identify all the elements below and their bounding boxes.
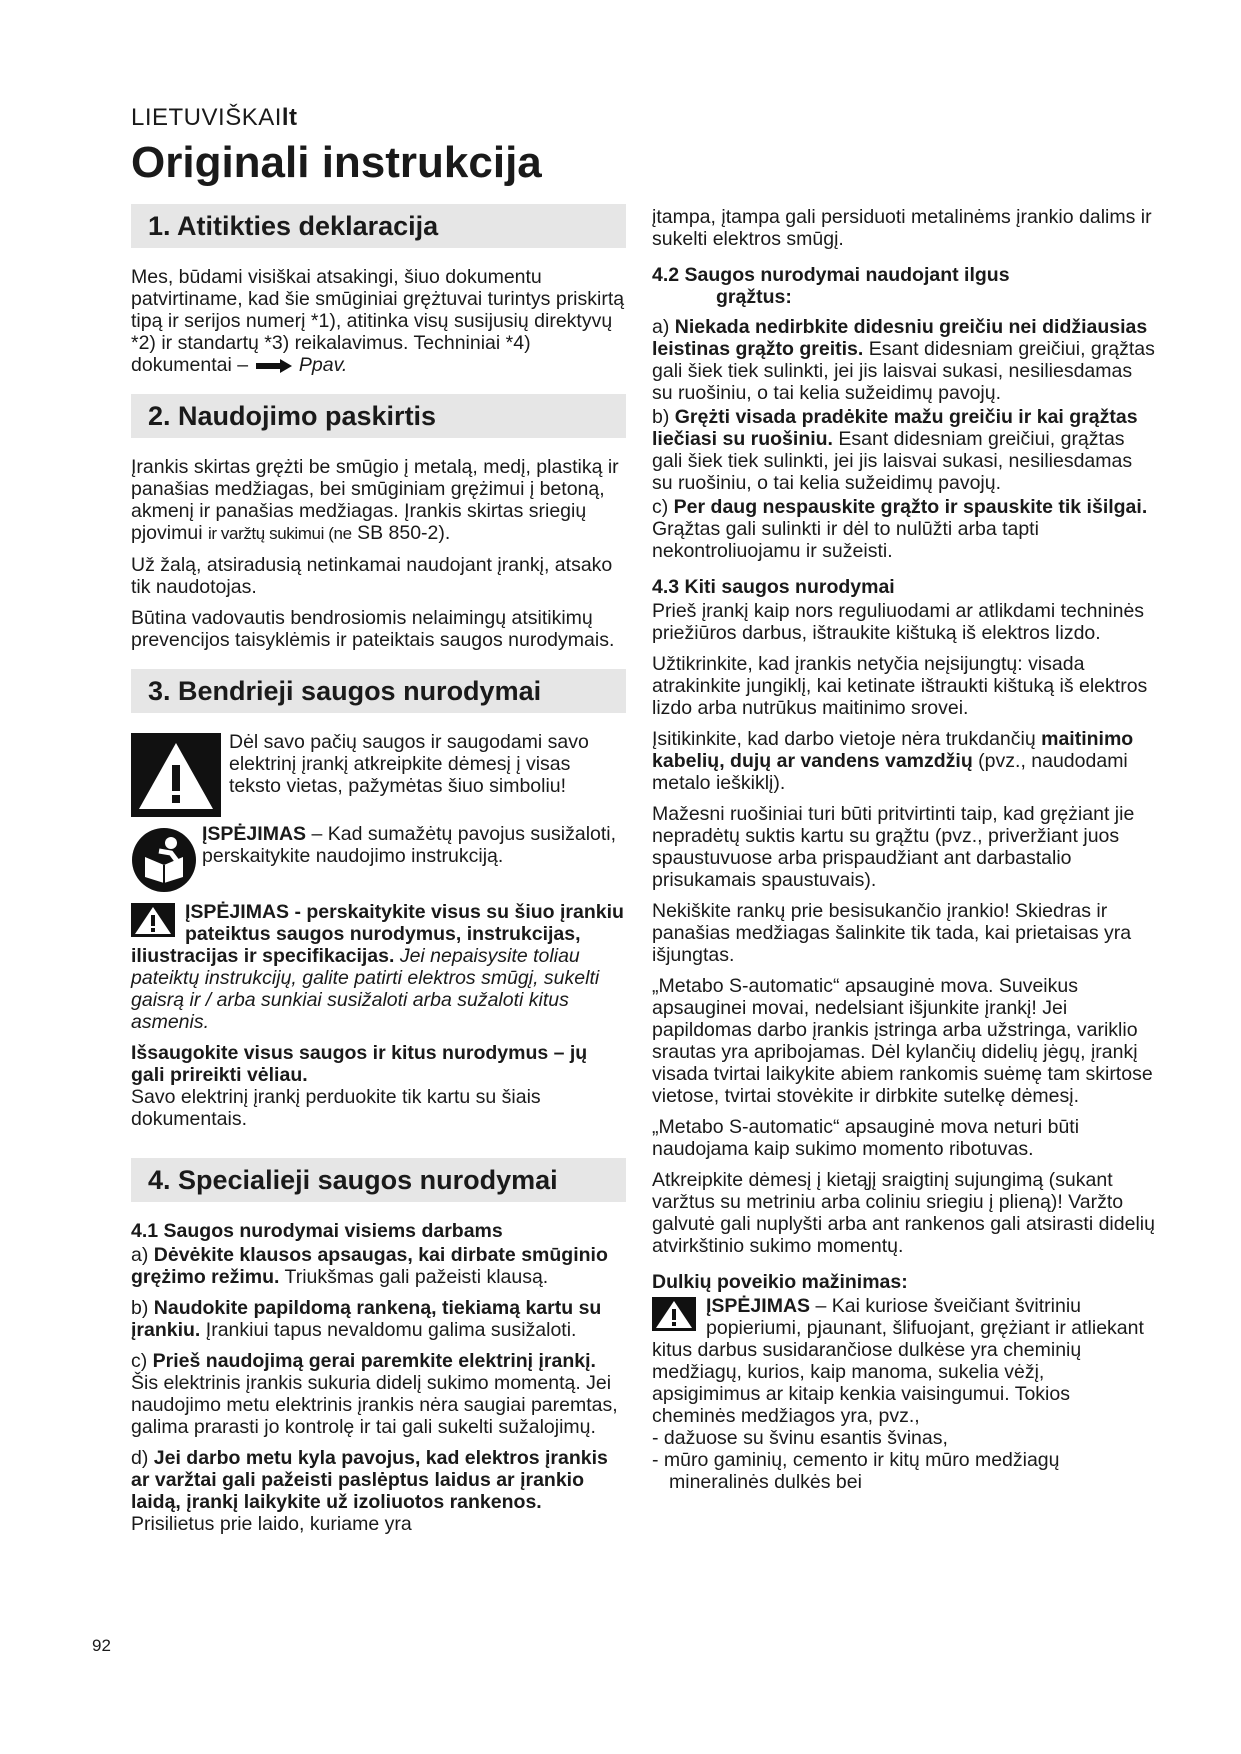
warning-symbol-block: Dėl savo pačių saugos ir saugodami savo elektrinį įrankį atkreipkite dėmesį į visas teksto vietas, pažymėtas šiuo simboliu!: [131, 731, 626, 817]
dust-warning: ĮSPĖJIMAS – Kai kuriose šveičiant švitriniu popieriumi, pjaunant, šlifuojant, grężiant ir atliekant kitus darbus susidarančiose dulkėse yra cheminių medžiagų, kurios, kaip manoma, sukelia vėžį, apsigimimus ar kitaip kenkia vaisingumui. Tokios cheminės medžiagos yra, pvz.,: [652, 1295, 1144, 1427]
section-heading-4: 4. Specialieji saugos nurodymai: [131, 1158, 626, 1202]
read-manual-block: ĮSPĖJIMAS – Kad sumažėtų pavojus susižaloti, perskaitykite naudojimo instrukciją.: [131, 823, 626, 891]
other-safety-p5: Nekiškite rankų prie besisukančio įrankio! Skiedras ir panašias medžiagas šalinkite tik tada, kai prietaisas yra išjungtas.: [652, 900, 1132, 966]
long-drill-item-b: b) Grężti visada pradėkite mažu greičiu ir kai grąžtas liečiasi su ruošiniu. Esant didesniam greičiui, grąžtas gali šiek tiek sulinkti, jei jis laisvai sukasi, nesiliesdamas su ruošiniu, o tai kelia sužeidimų pavojų.: [652, 406, 1138, 494]
subsection-4-3-title: 4.3 Kiti saugos nurodymai: [652, 576, 895, 598]
language-header: LIETUVIŠKAIlt: [131, 104, 298, 131]
arrow-right-icon: [254, 358, 294, 374]
other-safety-p1: Prieš įrankį kaip nors reguliuodami ar atlikdami techninės priežiūros darbus, ištraukite kištuką iš elektros lizdo.: [652, 600, 1145, 644]
other-safety-p8: Atkreipkite dėmesį į kietąjį sraigtinį sujungimą (sukant varžtus su metriniu arba coliniu sriegiu į plieną)! Varžto galvutė gali nuplyšti arba ant rankenos gali atsirasti didelių atvirkštinio sukimo momentų.: [652, 1169, 1155, 1257]
item-a: a) Dėvėkite klausos apsaugas, kai dirbate smūginio grężimo režimu. Triukšmas gali pažeisti klausą.: [131, 1244, 608, 1288]
page-title: Originali instrukcija: [131, 138, 542, 187]
other-safety-p4: Mažesni ruošiniai turi būti pritvirtinti taip, kad grężiant jie nepradėtų suktis kartu su grąžtu (pvz., priveržiant juos spaustuvuose arba prispaudžiant ant darbastalio prisukamais spaustuvais).: [652, 803, 1135, 891]
warning-triangle-icon: [131, 733, 221, 817]
section-heading-1: 1. Atitikties deklaracija: [131, 204, 626, 248]
long-drill-item-a: a) Niekada nedirbkite didesniu greičiu nei didžiausias leistinas grąžto greitis. Esant didesniam greičiui, grąžtas gali šiek tiek sulinkti, jei jis laisvai sukasi, nesiliesdamas su ruošiniu, o tai kelia sužeidimų pavojų.: [652, 316, 1155, 404]
liability-text: Už žalą, atsiradusią netinkamai naudojant įrankį, atsako tik naudotojas.: [131, 554, 613, 598]
purpose-text: Įrankis skirtas grężti be smūgio į metalą, medį, plastiką ir panašias medžiagas, bei smūginiam grężimui į betoną, akmenį ir panašias medžiagas. Įrankis skirtas sriegių pjovimui ir varžtų sukimui (ne SB 850-2).: [131, 456, 619, 544]
other-safety-p6: „Metabo S-automatic“ apsauginė mova. Suveikus apsauginei movai, nedelsiant išjunkite įrankį! Jei papildomas darbo įrankis įstringa arba užstringa, variklio srautas yra apribojamas. Dėl kylančių didelių jėgų, įrankį visada tvirtai laikykite abiem rankomis suėmę tam skirtose vietose, tvirtai stovėkite ir dirbkite sutelkę dėmesį.: [652, 975, 1153, 1107]
general-warning: ĮSPĖJIMAS - perskaitykite visus su šiuo įrankiu pateiktus saugos nurodymus, instrukcijas, iliustracijas ir specifikacijas. Jei nepaisysite toliau pateiktų instrukcijų, galite patirti elektros smūgį, sukelti gaisrą ir / arba sunkiai susižaloti arba sužaloti kitus asmenis.: [131, 901, 624, 1033]
continued-text: įtampa, įtampa gali persiduoti metalinėms įrankio dalims ir sukelti elektros smūgį.: [652, 206, 1152, 250]
other-safety-p2: Užtikrinkite, kad įrankis netyčia neįsijungtų: visada atrakinkite jungiklį, kai ketinate ištraukti kištuką iš elektros lizdo arba nutrūkus maitinimo srovei.: [652, 653, 1148, 719]
dust-title: Dulkių poveikio mažinimas:: [652, 1271, 908, 1293]
list-item: - dažuose su švinu esantis švinas,: [652, 1427, 1156, 1449]
hazard-list: [652, 1427, 1156, 1493]
section-heading-2: 2. Naudojimo paskirtis: [131, 394, 626, 438]
other-safety-p3: Įsitikinkite, kad darbo vietoje nėra trukdančių maitinimo kabelių, dujų ar vandens vamzdžių (pvz., naudodami metalo ieškiklį).: [652, 728, 1134, 794]
warning-triangle-small-icon: [131, 903, 175, 937]
keep-instructions-text: Savo elektrinį įrankį perduokite tik kartu su šiais dokumentais.: [131, 1086, 541, 1130]
declaration-text: Mes, būdami visiškai atsakingi, šiuo dokumentu patvirtiname, kad šie smūginiai grężtuvai turintys priskirtą tipą ir serijos numerį *1), atitinka visų susijusių direktyvų *2) ir standartų *3) reikalavimus. Techniniai *4) dokumentai – Ppav.: [131, 266, 625, 376]
item-b: b) Naudokite papildomą rankeną, tiekiamą kartu su įrankiu. Įrankiui tapus nevaldomu galima susižaloti.: [131, 1297, 602, 1341]
page-number: 92: [92, 1636, 111, 1655]
keep-instructions-bold: Išsaugokite visus saugos ir kitus nurodymus – jų gali prireikti vėliau.: [131, 1042, 588, 1086]
warning-triangle-small-icon: [652, 1297, 696, 1331]
read-manual-icon: [131, 827, 197, 893]
item-c: c) Prieš naudojimą gerai paremkite elektrinį įrankį. Šis elektrinis įrankis sukuria didelį sukimo momentą. Jei naudojimo metu elektrinis įrankis nėra saugiai paremtas, galima prarasti jo kontrolę ir tai gali sukelti sužalojimų.: [131, 1350, 618, 1438]
right-column: [652, 206, 1156, 1493]
list-item: - mūro gaminių, cemento ir kitų mūro medžiagų mineralinės dulkės bei: [652, 1449, 1156, 1493]
long-drill-item-c: c) Per daug nespauskite grąžto ir spauskite tik išilgai. Grąžtas gali sulinkti ir dėl to nulūžti arba tapti nekontroliuojamu ir sužeisti.: [652, 496, 1148, 562]
left-column: [131, 204, 626, 1544]
subsection-4-2-title: 4.2 Saugos nurodymai naudojant ilgus grąžtus:: [652, 264, 1010, 308]
subsection-4-1-title: 4.1 Saugos nurodymai visiems darbams: [131, 1220, 503, 1242]
accident-prevention-text: Būtina vadovautis bendrosiomis nelaimingų atsitikimų prevencijos taisyklėmis ir pateiktais saugos nurodymais.: [131, 607, 615, 651]
item-d: d) Jei darbo metu kyla pavojus, kad elektros įrankis ar varžtai gali pažeisti paslėptus laidus ar įrankio laidą, įrankį laikykite už izoliuotos rankenos. Prisilietus prie laido, kuriame yra: [131, 1447, 608, 1535]
other-safety-p7: „Metabo S-automatic“ apsauginė mova neturi būti naudojama kaip sukimo momento ribotuvas.: [652, 1116, 1080, 1160]
section-heading-3: 3. Bendrieji saugos nurodymai: [131, 669, 626, 713]
